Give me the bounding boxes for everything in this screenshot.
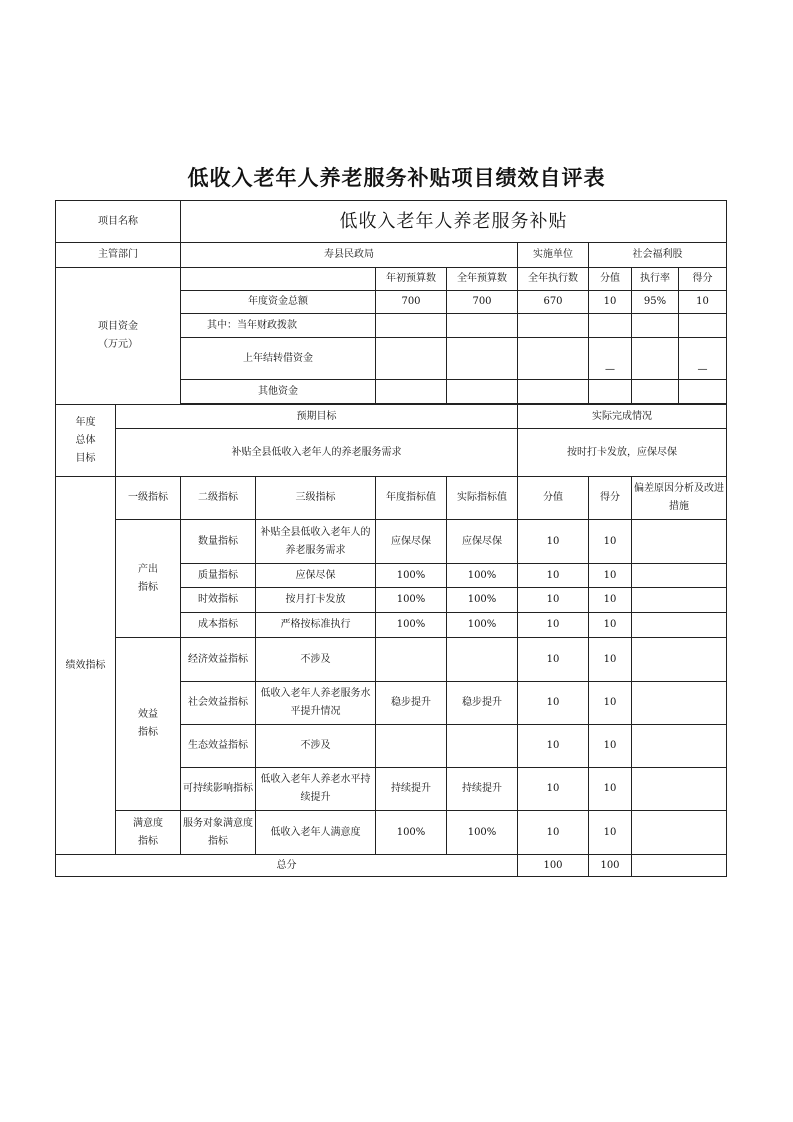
indicator-note bbox=[632, 682, 727, 725]
indicator-target: 100% bbox=[376, 564, 447, 588]
funds-cell: 670 bbox=[518, 291, 589, 314]
project-name-value: 低收入老年人养老服务补贴 bbox=[181, 201, 727, 243]
group-benefit-label bbox=[116, 638, 181, 811]
funds-cell bbox=[447, 314, 518, 338]
funds-row-carryover-label: 上年结转借资金 bbox=[181, 338, 376, 380]
funds-label bbox=[56, 268, 181, 405]
department-value: 寿县民政局 bbox=[181, 243, 518, 268]
indicator-actual: 稳步提升 bbox=[447, 682, 518, 725]
indicator-target: 稳步提升 bbox=[376, 682, 447, 725]
indicator-score: 10 bbox=[589, 613, 632, 638]
indicators-header-score: 得分 bbox=[589, 477, 632, 520]
goals-label-line2: 总体 bbox=[75, 434, 96, 446]
funds-cell: 10 bbox=[589, 291, 632, 314]
indicator-score-value: 10 bbox=[518, 811, 589, 855]
funds-cell bbox=[376, 380, 447, 404]
project-name-label: 项目名称 bbox=[56, 201, 181, 243]
funds-cell bbox=[589, 380, 632, 404]
funds-header-executed: 全年执行数 bbox=[518, 268, 589, 291]
indicator-level2: 生态效益指标 bbox=[181, 725, 256, 768]
indicator-note bbox=[632, 811, 727, 855]
indicator-level2: 服务对象满意度指标 bbox=[181, 811, 256, 855]
indicator-score: 10 bbox=[589, 520, 632, 564]
indicator-score: 10 bbox=[589, 682, 632, 725]
funds-cell-dash: — bbox=[679, 338, 727, 380]
funds-cell: 95% bbox=[632, 291, 679, 314]
indicator-level2: 成本指标 bbox=[181, 613, 256, 638]
indicator-note bbox=[632, 638, 727, 682]
indicator-score: 10 bbox=[589, 768, 632, 811]
indicator-actual: 100% bbox=[447, 613, 518, 638]
indicators-header-level1: 一级指标 bbox=[116, 477, 181, 520]
funds-cell-dash: — bbox=[589, 338, 632, 380]
indicator-note bbox=[632, 588, 727, 613]
total-label: 总分 bbox=[56, 855, 518, 877]
indicator-note bbox=[632, 725, 727, 768]
indicator-score-value: 10 bbox=[518, 613, 589, 638]
goals-actual-header: 实际完成情况 bbox=[518, 405, 727, 429]
group-satisfaction-line2: 指标 bbox=[138, 835, 158, 847]
funds-header-annual-budget: 全年预算数 bbox=[447, 268, 518, 291]
group-output-line2: 指标 bbox=[138, 581, 158, 593]
indicator-note bbox=[632, 613, 727, 638]
group-output-line1: 产出 bbox=[138, 563, 158, 575]
funds-cell bbox=[518, 314, 589, 338]
indicators-header-target: 年度指标值 bbox=[376, 477, 447, 520]
group-benefit-line1: 效益 bbox=[138, 709, 158, 720]
funds-cell bbox=[632, 314, 679, 338]
indicator-level3: 低收入老年人满意度 bbox=[256, 811, 376, 855]
indicator-level2: 社会效益指标 bbox=[181, 682, 256, 725]
indicator-score-value: 10 bbox=[518, 768, 589, 811]
funds-header-execution-rate: 执行率 bbox=[632, 268, 679, 291]
indicator-level2: 质量指标 bbox=[181, 564, 256, 588]
indicator-level3: 应保尽保 bbox=[256, 564, 376, 588]
goals-expected-value: 补贴全县低收入老年人的养老服务需求 bbox=[116, 429, 518, 477]
indicator-score: 10 bbox=[589, 638, 632, 682]
indicator-score: 10 bbox=[589, 811, 632, 855]
funds-cell bbox=[447, 338, 518, 380]
indicator-level3: 补贴全县低收入老年人的养老服务需求 bbox=[256, 520, 376, 564]
goals-label-line1: 年度 bbox=[75, 416, 96, 428]
indicator-actual bbox=[447, 725, 518, 768]
indicator-note bbox=[632, 768, 727, 811]
department-label: 主管部门 bbox=[56, 243, 181, 268]
indicator-score: 10 bbox=[589, 588, 632, 613]
indicator-actual: 100% bbox=[447, 564, 518, 588]
indicator-score: 10 bbox=[589, 564, 632, 588]
indicator-level3: 按月打卡发放 bbox=[256, 588, 376, 613]
indicator-level2: 数量指标 bbox=[181, 520, 256, 564]
funds-cell bbox=[679, 314, 727, 338]
group-satisfaction-label bbox=[116, 811, 181, 855]
indicator-score-value: 10 bbox=[518, 725, 589, 768]
funds-cell bbox=[376, 314, 447, 338]
funds-row-total-label: 年度资金总额 bbox=[181, 291, 376, 314]
indicators-label: 绩效指标 bbox=[56, 477, 116, 855]
indicator-target bbox=[376, 638, 447, 682]
funds-row-fiscal-label: 其中：当年财政拨款 bbox=[181, 314, 376, 338]
goals-expected-header: 预期目标 bbox=[116, 405, 518, 429]
indicator-level3: 不涉及 bbox=[256, 725, 376, 768]
indicators-header-score-value: 分值 bbox=[518, 477, 589, 520]
funds-cell bbox=[632, 380, 679, 404]
funds-label-line2: （万元） bbox=[98, 339, 138, 350]
indicator-level3: 不涉及 bbox=[256, 638, 376, 682]
funds-cell: 10 bbox=[679, 291, 727, 314]
total-note bbox=[632, 855, 727, 877]
funds-header-score-value: 分值 bbox=[589, 268, 632, 291]
goals-label bbox=[56, 405, 116, 477]
group-benefit-line2: 指标 bbox=[138, 727, 158, 738]
indicator-target: 100% bbox=[376, 588, 447, 613]
funds-cell bbox=[679, 380, 727, 404]
indicator-actual: 持续提升 bbox=[447, 768, 518, 811]
indicator-level2: 经济效益指标 bbox=[181, 638, 256, 682]
indicators-header-actual: 实际指标值 bbox=[447, 477, 518, 520]
funds-cell bbox=[518, 338, 589, 380]
indicator-target bbox=[376, 725, 447, 768]
funds-label-line1: 项目资金 bbox=[98, 321, 138, 332]
indicator-score-value: 10 bbox=[518, 520, 589, 564]
indicator-score-value: 10 bbox=[518, 564, 589, 588]
total-score: 100 bbox=[589, 855, 632, 877]
indicator-actual: 应保尽保 bbox=[447, 520, 518, 564]
total-score-value: 100 bbox=[518, 855, 589, 877]
goals-actual-value: 按时打卡发放，应保尽保 bbox=[518, 429, 727, 477]
indicator-note bbox=[632, 564, 727, 588]
funds-header-score: 得分 bbox=[679, 268, 727, 291]
funds-row-other-label: 其他资金 bbox=[181, 380, 376, 404]
indicators-header-deviation: 偏差原因分析及改进措施 bbox=[632, 477, 727, 520]
funds-cell bbox=[589, 314, 632, 338]
group-satisfaction-line1: 满意度 bbox=[133, 817, 163, 829]
indicator-actual: 100% bbox=[447, 588, 518, 613]
indicator-target: 100% bbox=[376, 811, 447, 855]
group-output-label bbox=[116, 520, 181, 638]
funds-header-blank bbox=[181, 268, 376, 291]
indicator-note bbox=[632, 520, 727, 564]
indicator-target: 100% bbox=[376, 613, 447, 638]
indicator-level2: 可持续影响指标 bbox=[181, 768, 256, 811]
funds-cell: 700 bbox=[447, 291, 518, 314]
funds-cell bbox=[518, 380, 589, 404]
indicator-target: 持续提升 bbox=[376, 768, 447, 811]
indicator-score-value: 10 bbox=[518, 638, 589, 682]
indicator-level3: 低收入老年人养老水平持续提升 bbox=[256, 768, 376, 811]
funds-cell bbox=[376, 338, 447, 380]
indicators-header-level3: 三级指标 bbox=[256, 477, 376, 520]
funds-cell bbox=[447, 380, 518, 404]
indicator-level3: 严格按标准执行 bbox=[256, 613, 376, 638]
goals-label-line3: 目标 bbox=[75, 452, 96, 464]
indicator-level2: 时效指标 bbox=[181, 588, 256, 613]
self-evaluation-table bbox=[55, 200, 727, 877]
indicators-header-level2: 二级指标 bbox=[181, 477, 256, 520]
page-title: 低收入老年人养老服务补贴项目绩效自评表 bbox=[187, 166, 606, 190]
funds-cell bbox=[632, 338, 679, 380]
indicator-actual bbox=[447, 638, 518, 682]
funds-cell: 700 bbox=[376, 291, 447, 314]
indicator-level3: 低收入老年人养老服务水平提升情况 bbox=[256, 682, 376, 725]
implementing-unit-value: 社会福利股 bbox=[589, 243, 727, 268]
indicator-score: 10 bbox=[589, 725, 632, 768]
indicator-target: 应保尽保 bbox=[376, 520, 447, 564]
indicator-score-value: 10 bbox=[518, 588, 589, 613]
funds-header-initial-budget: 年初预算数 bbox=[376, 268, 447, 291]
indicator-actual: 100% bbox=[447, 811, 518, 855]
indicator-score-value: 10 bbox=[518, 682, 589, 725]
implementing-unit-label: 实施单位 bbox=[518, 243, 589, 268]
